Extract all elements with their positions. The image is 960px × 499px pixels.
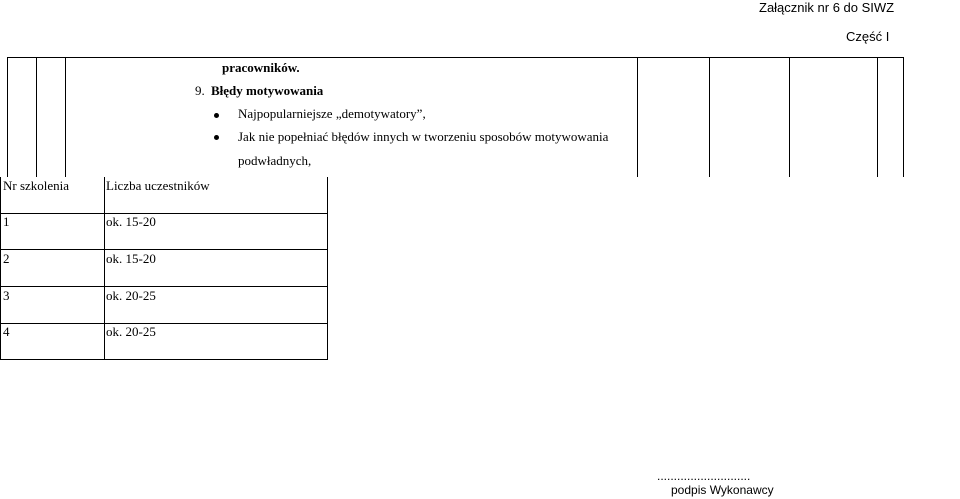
table-row-2-nr: 2 (3, 251, 10, 266)
signature-dots: ............................ (657, 469, 751, 483)
bullet-icon (214, 135, 219, 140)
attachment-label: Załącznik nr 6 do SIWZ (759, 0, 895, 15)
header-session-number: Nr szkolenia (3, 178, 70, 193)
table-row-4-nr: 4 (3, 324, 10, 339)
table-row-4-count: ok. 20-25 (106, 324, 156, 339)
header-participant-count: Liczba uczestników (106, 178, 210, 193)
bullet-item-2: Jak nie popełniać błędów innych w tworzeniu sposobów motywowania (238, 129, 609, 144)
table-row-1-nr: 1 (3, 214, 10, 229)
signature-label: podpis Wykonawcy (671, 483, 774, 497)
section-title: Błędy motywowania (211, 83, 324, 98)
table-row-3-nr: 3 (3, 288, 10, 303)
cut-off-line: pracowników. (222, 60, 300, 75)
table-row-2-count: ok. 15-20 (106, 251, 156, 266)
bullet-icon (214, 113, 219, 118)
part-label: Część I (846, 29, 890, 44)
bullet-item-1: Najpopularniejsze „demotywatory”, (238, 106, 426, 121)
bullet-item-2-continuation: podwładnych, (238, 153, 312, 168)
table-row-1-count: ok. 15-20 (106, 214, 156, 229)
table-row-3-count: ok. 20-25 (106, 288, 156, 303)
section-number: 9. (195, 83, 205, 98)
